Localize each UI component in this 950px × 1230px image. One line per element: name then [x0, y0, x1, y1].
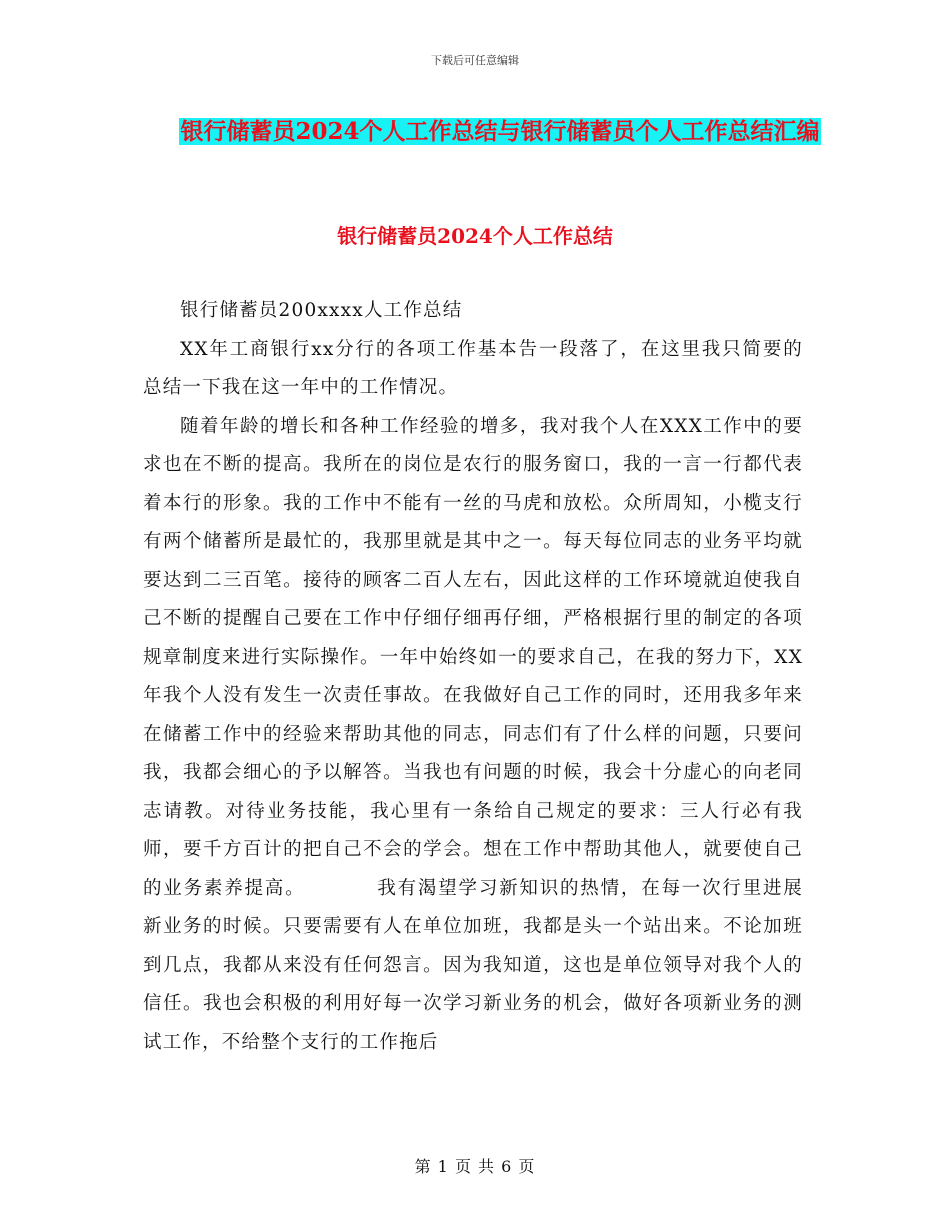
document-body: [143, 292, 803, 1062]
document-title: [170, 110, 830, 154]
paragraph-subtitle: 银行储蓄员200xxxx人工作总结: [180, 300, 463, 321]
paragraph-main: 随着年龄的增长和各种工作经验的增多，我对我个人在XXX工作中的要求也在不断的提高。我所在的岗位是农行的服务窗口，我的一言一行都代表着本行的形象。我的工作中不能有一丝的马虎和放松。众所周知，小榄支行有两个储蓄所是最忙的，我那里就是其中之一。每天每位同志的业务平均就要达到二三百笔。接待的顾客二百人左右，因此这样的工作环境就迫使我自己不断的提醒自己要在工作中仔细仔细再仔细，严格根据行里的制定的各项规章制度来进行实际操作。一年中始终如一的要求自己，在我的努力下，XX年我个人没有发生一次责任事故。在我做好自己工作的同时，还用我多年来在储蓄工作中的经验来帮助其他的同志，同志们有了什么样的问题，只要问我，我都会细心的予以解答。当我也有问题的时候，我会十分虚心的向老同志请教。对待业务技能，我心里有一条给自己规定的要求：三人行必有我师，要千方百计的把自己不会的学会。想在工作中帮助其他人，就要使自己的业务素养提高。 我有渴望学习新知识的热情，在每一次行里进展新业务的时候。只要需要有人在单位加班，我都是头一个站出来。不论加班到几点，我都从来没有任何怨言。因为我知道，这也是单位领导对我个人的信任。我也会积极的利用好每一次学习新业务的机会，做好各项新业务的测试工作，不给整个支行的工作拖后: [143, 415, 803, 1053]
document-title-text: 银行储蓄员2024个人工作总结与银行储蓄员个人工作总结汇编: [180, 118, 820, 145]
page-number: 第 1 页 共 6 页: [414, 1157, 536, 1176]
section-title: 银行储蓄员2024个人工作总结: [337, 224, 613, 248]
page-header-note: 下载后可任意编辑: [431, 54, 519, 67]
paragraph-intro: XX年工商银行xx分行的各项工作基本告一段落了，在这里我只简要的总结一下我在这一年中的工作情况。: [143, 338, 803, 398]
